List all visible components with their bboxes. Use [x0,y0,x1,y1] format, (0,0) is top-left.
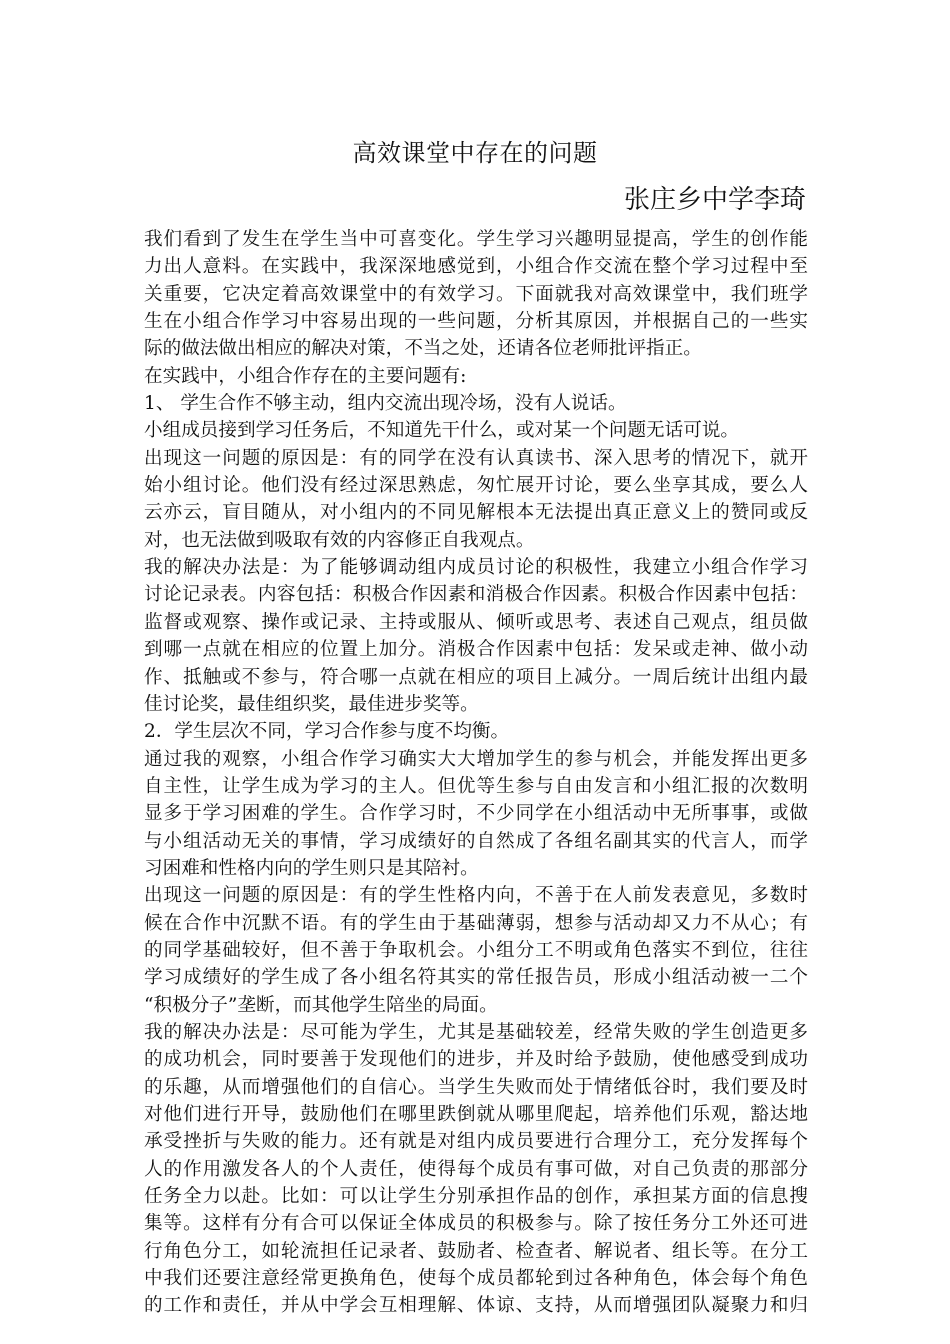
text-line: 力出人意料。在实践中，我深深地感觉到，小组合作交流在整个学习过程中至 [144,256,808,278]
text-line: 我们看到了发生在学生当中可喜变化。学生学习兴趣明显提高，学生的创作能 [144,229,808,250]
text-line: 关重要，它决定着高效课堂中的有效学习。下面就我对高效课堂中，我们班学 [144,283,808,305]
text-line: 1、 学生合作不够主动，组内交流出现冷场，没有人说话。 [144,393,627,415]
text-line: 2．学生层次不同，学习合作参与度不均衡。 [144,721,510,743]
text-line: 行角色分工，如轮流担任记录者、鼓励者、检查者、解说者、组长等。在分工 [144,1240,808,1262]
document-title: 高效课堂中存在的问题 [352,139,598,167]
text-line: 显多于学习困难的学生。合作学习时，不少同学在小组活动中无所事事，或做 [144,803,808,825]
text-line: 小组成员接到学习任务后，不知道先干什么，或对某一个问题无话可说。 [144,420,740,442]
text-line: 候在合作中沉默不语。有的学生由于基础薄弱，想参与活动却又力不从心；有 [144,912,808,934]
text-line: 承受挫折与失败的能力。还有就是对组内成员要进行合理分工，充分发挥每个 [144,1131,808,1153]
text-line: 在实践中，小组合作存在的主要问题有: [144,365,467,387]
text-line: 出现这一问题的原因是：有的学生性格内向，不善于在人前发表意见，多数时 [144,885,808,907]
text-line: 到哪一点就在相应的位置上加分。消极合作因素中包括：发呆或走神、做小动 [144,639,808,661]
text-line: 习困难和性格内向的学生则只是其陪衬。 [144,857,479,879]
text-line: 学习成绩好的学生成了各小组名符其实的常任报告员，形成小组活动被一二个 [144,967,808,989]
text-line: 云亦云，盲目随从，对小组内的不同见解根本无法提出真正意义上的赞同或反 [144,502,808,524]
text-line: 通过我的观察，小组合作学习确实大大增加学生的参与机会，并能发挥出更多 [144,748,808,770]
text-line: 讨论记录表。内容包括：积极合作因素和消极合作因素。积极合作因素中包括： [144,584,808,606]
text-line: 我的解决办法是：为了能够调动组内成员讨论的积极性，我建立小组合作学习 [144,557,808,579]
text-line: 的工作和责任，并从中学会互相理解、体谅、支持，从而增强团队凝聚力和归 [144,1295,808,1317]
text-line: 佳讨论奖，最佳组织奖，最佳进步奖等。 [144,693,479,715]
text-line: 中我们还要注意经常更换角色，使每个成员都轮到过各种角色，体会每个角色 [144,1268,808,1290]
text-line: 自主性，让学生成为学习的主人。但优等生参与自由发言和小组汇报的次数明 [144,775,808,797]
text-line: 集等。这样有分有合可以保证全体成员的积极参与。除了按任务分工外还可进 [144,1213,808,1235]
text-line: 我的解决办法是：尽可能为学生，尤其是基础较差，经常失败的学生创造更多 [144,1021,808,1043]
text-line: 对他们进行开导，鼓励他们在哪里跌倒就从哪里爬起，培养他们乐观，豁达地 [144,1104,808,1125]
text-line: 出现这一问题的原因是：有的同学在没有认真读书、深入思考的情况下，就开 [144,447,808,469]
text-line: “积极分子”垄断，而其他学生陪坐的局面。 [144,994,498,1016]
document-author: 张庄乡中学李琦 [623,185,806,215]
text-line: 始小组讨论。他们没有经过深思熟虑，匆忙展开讨论，要么坐享其成，要么人 [144,475,808,497]
text-line: 与小组活动无关的事情，学习成绩好的自然成了各组名副其实的代言人，而学 [144,830,808,852]
document-body [144,226,808,1320]
text-line: 际的做法做出相应的解决对策，不当之处，还请各位老师批评指正。 [144,338,702,360]
text-line: 作、抵触或不参与，符合哪一点就在相应的项目上减分。一周后统计出组内最 [144,666,808,688]
text-line: 生在小组合作学习中容易出现的一些问题，分析其原因，并根据自己的一些实 [144,311,808,333]
text-line: 任务全力以赴。比如：可以让学生分别承担作品的创作，承担某方面的信息搜 [144,1186,808,1208]
text-line: 的同学基础较好，但不善于争取机会。小组分工不明或角色落实不到位，往往 [144,939,808,961]
text-line: 的成功机会，同时要善于发现他们的进步，并及时给予鼓励，使他感受到成功 [144,1049,808,1071]
text-line: 监督或观察、操作或记录、主持或服从、倾听或思考、表述自己观点，组员做 [144,611,808,633]
text-line: 人的作用激发各人的个人责任，使得每个成员有事可做，对自己负责的那部分 [144,1158,808,1180]
text-line: 对，也无法做到吸取有效的内容修正自我观点。 [144,529,535,551]
text-line: 的乐趣，从而增强他们的自信心。当学生失败而处于情绪低谷时，我们要及时 [144,1076,808,1098]
